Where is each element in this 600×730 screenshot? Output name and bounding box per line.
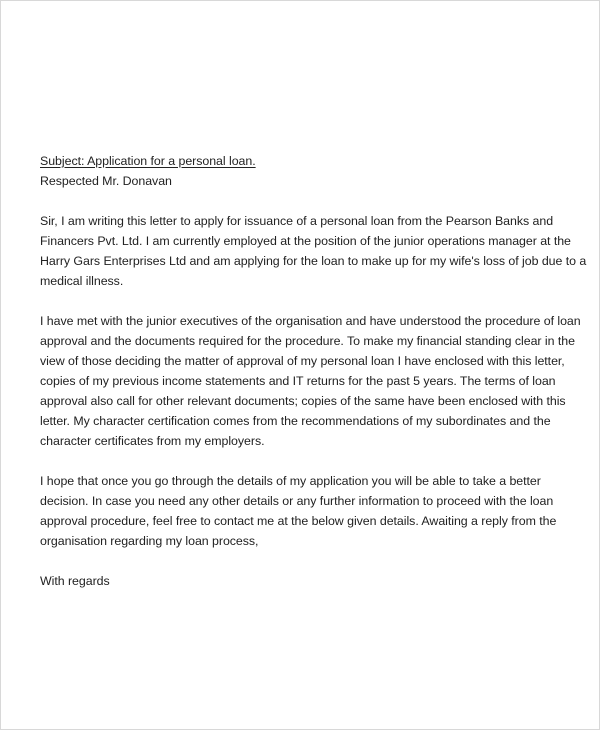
- paragraph-1-line: Financers Pvt. Ltd. I am currently employed at the position of the junior operations manager at the: [40, 234, 571, 248]
- paragraph-2-line: I have met with the junior executives of the organisation and have understood the procedure of loan: [40, 314, 581, 328]
- paragraph-3: [40, 471, 570, 551]
- paragraph-3-line: decision. In case you need any other details or any further information to proceed with the loan: [40, 494, 554, 508]
- paragraph-3-line: organisation regarding my loan process,: [40, 534, 259, 548]
- paragraph-2-line: approval and the documents required for the procedure. To make my financial standing clear in the: [40, 334, 575, 348]
- paragraph-1-line: Sir, I am writing this letter to apply for issuance of a personal loan from the Pearson Banks and: [40, 214, 554, 228]
- paragraph-2-line: approval also call for other relevant documents; copies of the same have been enclosed with this: [40, 394, 566, 408]
- paragraph-1-line: medical illness.: [40, 274, 124, 288]
- paragraph-2-line: letter. My character certification comes from the recommendations of my subordinates and the: [40, 414, 551, 428]
- paragraph-2: [40, 311, 581, 451]
- letter-salutation: Respected Mr. Donavan: [40, 174, 172, 188]
- paragraph-3-line: approval procedure, feel free to contact me at the below given details. Awaiting a reply from the: [40, 514, 557, 528]
- letter-closing: With regards: [40, 574, 110, 588]
- paragraph-2-line: copies of my previous income statements and IT returns for the past 5 years. The terms of loan: [40, 374, 556, 388]
- paragraph-1: [40, 211, 587, 291]
- paragraph-1-line: Harry Gars Enterprises Ltd and am applying for the loan to make up for my wife's loss of job due to a: [40, 254, 587, 268]
- paragraph-2-line: character certificates from my employers.: [40, 434, 265, 448]
- paragraph-3-line: I hope that once you go through the details of my application you will be able to take a better: [40, 474, 541, 488]
- paragraph-2-line: view of those deciding the matter of approval of my personal loan I have enclosed with this letter,: [40, 354, 565, 368]
- letter-body: [40, 151, 587, 591]
- letter-subject: Subject: Application for a personal loan.: [40, 154, 256, 168]
